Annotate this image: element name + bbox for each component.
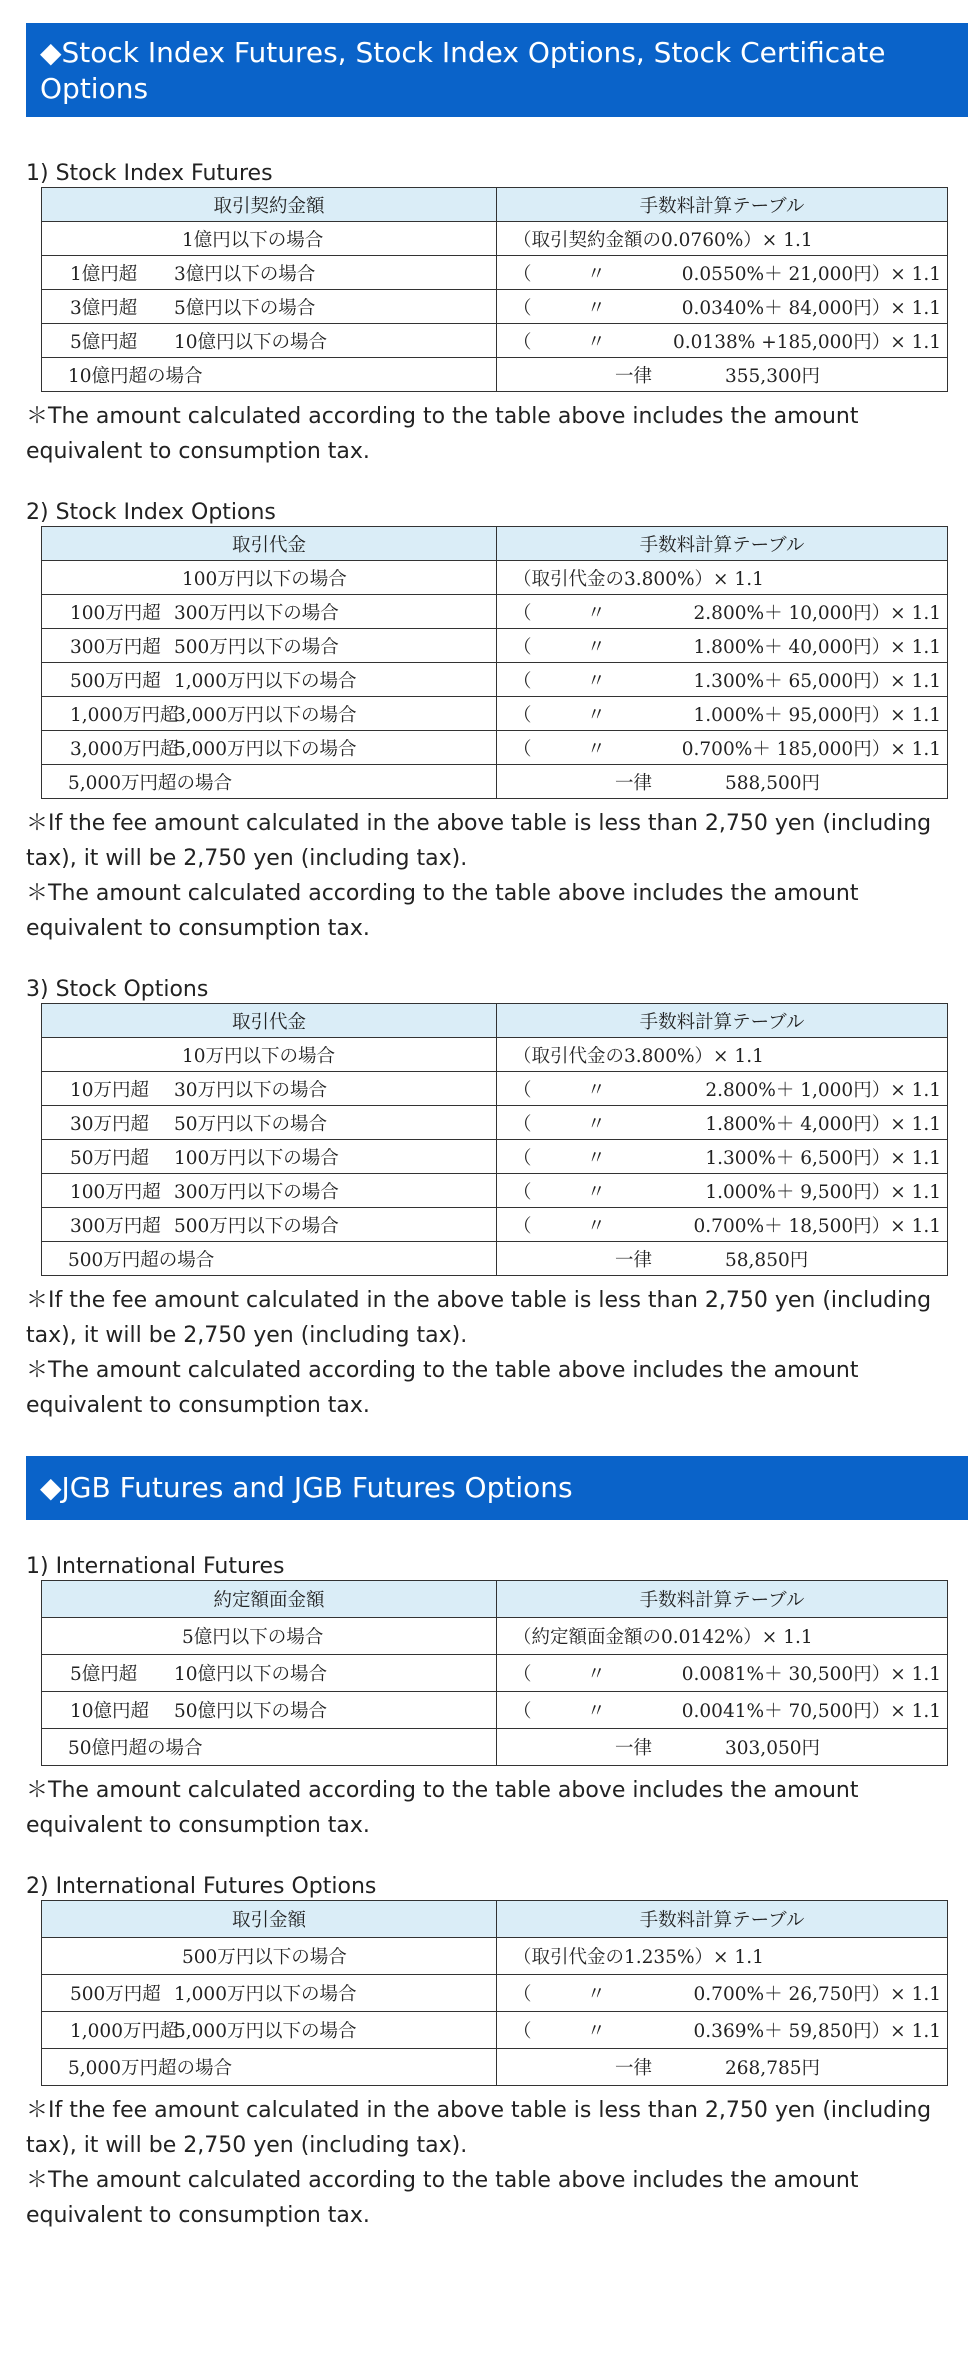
paren-open: （ (513, 738, 532, 760)
table-row (42, 358, 948, 392)
range-to: 300万円以下の場合 (174, 1181, 339, 1203)
range-cell (42, 358, 497, 392)
note-line: ＊If the fee amount calculated in the above table is less than 2,750 yen (including (26, 1288, 932, 1313)
paren-open: （ (513, 297, 532, 319)
range-to: 300万円以下の場合 (174, 602, 339, 624)
table-row (42, 1618, 948, 1655)
table-row (42, 629, 948, 663)
range-cell (42, 1242, 497, 1276)
range-from: 1,000万円超 (70, 2021, 179, 2042)
table-row (42, 1072, 948, 1106)
header-cell: 取引契約金額 (42, 188, 497, 222)
paren-open: （ (513, 1079, 532, 1101)
fee-rate: 0.0041%＋ 70,500円）× 1.1 (681, 1701, 941, 1722)
table-header-row (42, 1581, 948, 1618)
ditto-mark: 〃 (587, 1113, 606, 1135)
range-from: 50万円超 (70, 1147, 150, 1169)
fee-cell (497, 561, 948, 595)
section-title-line: Options (40, 71, 149, 105)
range-to: 30万円以下の場合 (174, 1079, 328, 1101)
fee-rate: 0.700%＋ 26,750円）× 1.1 (693, 1984, 941, 2005)
ditto-mark: 〃 (587, 263, 606, 285)
paren-open: （ (513, 1701, 532, 1722)
fee-cell (497, 1174, 948, 1208)
range-from: 1億円超 (70, 263, 138, 285)
fee-cell (497, 1140, 948, 1174)
fee-rate: 2.800%＋ 1,000円）× 1.1 (705, 1079, 941, 1101)
range-to: 1,000万円以下の場合 (174, 670, 357, 692)
range-cell (42, 731, 497, 765)
fee-cell (497, 1038, 948, 1072)
section-banner (26, 1456, 968, 1520)
range-over: 10億円超の場合 (68, 365, 203, 387)
note-line: equivalent to consumption tax. (26, 916, 370, 941)
table-row (42, 2012, 948, 2049)
range-to: 10億円以下の場合 (174, 1664, 328, 1685)
section-title-line: ◆Stock Index Futures, Stock Index Options, Stock Certificate (40, 35, 886, 69)
range-from: 5億円超 (70, 331, 138, 353)
flat-value: 303,050円 (725, 1738, 821, 1759)
paren-open: （ (513, 1181, 532, 1203)
paren-open: （ (513, 2021, 532, 2042)
range-upper: 500万円以下の場合 (182, 1947, 347, 1968)
paren-open: （ (513, 670, 532, 692)
flat-label: 一律 (615, 2058, 653, 2079)
page (0, 23, 968, 2360)
range-cell (42, 1038, 497, 1072)
fee-cell (497, 1072, 948, 1106)
fee-cell (497, 1106, 948, 1140)
range-to: 10億円以下の場合 (174, 331, 328, 353)
range-cell (42, 1106, 497, 1140)
range-to: 500万円以下の場合 (174, 1215, 339, 1237)
header-cell: 取引代金 (42, 1004, 497, 1038)
paren-open: （ (513, 602, 532, 624)
section-title: ◆JGB Futures and JGB Futures Options (40, 1471, 573, 1504)
fee-cell (497, 324, 948, 358)
ditto-mark: 〃 (587, 331, 606, 353)
range-to: 500万円以下の場合 (174, 636, 339, 658)
table-header-row (42, 1901, 948, 1938)
fee-cell (497, 2049, 948, 2086)
table-row (42, 1106, 948, 1140)
range-over: 5,000万円超の場合 (68, 772, 232, 794)
fee-cell (497, 1655, 948, 1692)
range-cell (42, 1174, 497, 1208)
range-upper: 100万円以下の場合 (182, 568, 347, 590)
ditto-mark: 〃 (587, 602, 606, 624)
table-row (42, 324, 948, 358)
range-cell (42, 324, 497, 358)
table-header-row (42, 527, 948, 561)
table-row (42, 1938, 948, 1975)
fee-rate: 1.300%＋ 6,500円）× 1.1 (705, 1147, 941, 1169)
note (26, 1283, 966, 1423)
paren-open: （ (513, 263, 532, 285)
note (26, 806, 966, 946)
note-line: equivalent to consumption tax. (26, 2203, 370, 2228)
note-line: tax), it will be 2,750 yen (including tax). (26, 1323, 468, 1348)
paren-open: （ (513, 704, 532, 726)
table-row (42, 1655, 948, 1692)
ditto-mark: 〃 (587, 704, 606, 726)
table-row (42, 1692, 948, 1729)
table-row (42, 561, 948, 595)
range-cell (42, 1975, 497, 2012)
fee-cell (497, 629, 948, 663)
note-line: tax), it will be 2,750 yen (including tax). (26, 846, 468, 871)
table-subtitle: 2) Stock Index Options (26, 500, 276, 525)
fee-cell (497, 1208, 948, 1242)
range-over: 5,000万円超の場合 (68, 2058, 232, 2079)
fee-rate: 0.700%＋ 18,500円）× 1.1 (693, 1215, 941, 1237)
paren-open: （ (513, 1984, 532, 2005)
ditto-mark: 〃 (587, 1079, 606, 1101)
header-cell: 手数料計算テーブル (497, 527, 948, 561)
range-over: 50億円超の場合 (68, 1738, 203, 1759)
table-header-row (42, 188, 948, 222)
header-cell: 手数料計算テーブル (497, 1901, 948, 1938)
fee-table (41, 1900, 948, 2086)
fee-cell (497, 1618, 948, 1655)
table-subtitle: 1) International Futures (26, 1554, 285, 1579)
table-row (42, 595, 948, 629)
fee-rate: 0.700%＋ 185,000円）× 1.1 (681, 738, 941, 760)
fee-cell (497, 2012, 948, 2049)
ditto-mark: 〃 (587, 636, 606, 658)
fee-rate: 2.800%＋ 10,000円）× 1.1 (693, 602, 941, 624)
fee-cell (497, 765, 948, 799)
range-from: 30万円超 (70, 1113, 150, 1135)
note (26, 1773, 966, 1843)
flat-label: 一律 (615, 772, 653, 794)
range-to: 100万円以下の場合 (174, 1147, 339, 1169)
fee-cell (497, 595, 948, 629)
note-line: ＊The amount calculated according to the table above includes the amount (26, 1358, 859, 1383)
fee-formula: （取引代金の3.800%）× 1.1 (513, 568, 764, 590)
paren-open: （ (513, 636, 532, 658)
fee-cell (497, 697, 948, 731)
ditto-mark: 〃 (587, 1215, 606, 1237)
note (26, 2093, 966, 2233)
range-from: 5億円超 (70, 1664, 138, 1685)
paren-open: （ (513, 1215, 532, 1237)
fee-rate: 1.300%＋ 65,000円）× 1.1 (693, 670, 941, 692)
note-line: ＊The amount calculated according to the table above includes the amount (26, 1778, 859, 1803)
range-to: 1,000万円以下の場合 (174, 1984, 357, 2005)
note-line: ＊The amount calculated according to the table above includes the amount (26, 881, 859, 906)
fee-formula: （取引代金の3.800%）× 1.1 (513, 1045, 764, 1067)
table-row (42, 663, 948, 697)
table-row (42, 1242, 948, 1276)
range-cell (42, 1140, 497, 1174)
paren-open: （ (513, 331, 532, 353)
range-from: 100万円超 (70, 1181, 161, 1203)
fee-rate: 1.000%＋ 95,000円）× 1.1 (693, 704, 941, 726)
table-row (42, 2049, 948, 2086)
fee-cell (497, 1692, 948, 1729)
note-line: equivalent to consumption tax. (26, 439, 370, 464)
flat-value: 268,785円 (725, 2058, 821, 2079)
range-cell (42, 2049, 497, 2086)
range-cell (42, 1938, 497, 1975)
table-row (42, 222, 948, 256)
flat-value: 588,500円 (725, 772, 821, 794)
ditto-mark: 〃 (587, 738, 606, 760)
note-line: ＊If the fee amount calculated in the above table is less than 2,750 yen (including (26, 2098, 932, 2123)
range-cell (42, 1692, 497, 1729)
fee-cell (497, 663, 948, 697)
table-row (42, 1208, 948, 1242)
fee-rate: 1.800%＋ 4,000円）× 1.1 (705, 1113, 941, 1135)
range-cell (42, 595, 497, 629)
range-from: 300万円超 (70, 1215, 161, 1237)
fee-rate: 1.000%＋ 9,500円）× 1.1 (705, 1181, 941, 1203)
table-row (42, 765, 948, 799)
range-to: 50億円以下の場合 (174, 1701, 328, 1722)
range-to: 3,000万円以下の場合 (174, 704, 357, 726)
fee-table (41, 1003, 948, 1276)
range-cell (42, 697, 497, 731)
note (26, 399, 966, 469)
table-row (42, 1038, 948, 1072)
range-upper: 10万円以下の場合 (182, 1045, 336, 1067)
fee-table (41, 526, 948, 799)
flat-label: 一律 (615, 365, 653, 387)
range-from: 100万円超 (70, 602, 161, 624)
table-row (42, 1975, 948, 2012)
range-cell (42, 1072, 497, 1106)
range-cell (42, 1729, 497, 1766)
range-to: 5,000万円以下の場合 (174, 738, 357, 760)
range-from: 500万円超 (70, 1984, 161, 2005)
header-cell: 手数料計算テーブル (497, 1004, 948, 1038)
fee-cell (497, 290, 948, 324)
fee-cell (497, 358, 948, 392)
table-row (42, 697, 948, 731)
range-to: 5億円以下の場合 (174, 297, 316, 319)
range-upper: 5億円以下の場合 (182, 1627, 324, 1648)
ditto-mark: 〃 (587, 1147, 606, 1169)
table-row (42, 1729, 948, 1766)
fee-cell (497, 731, 948, 765)
table-row (42, 1174, 948, 1208)
flat-label: 一律 (615, 1249, 653, 1271)
fee-cell (497, 1938, 948, 1975)
range-cell (42, 629, 497, 663)
ditto-mark: 〃 (587, 1664, 606, 1685)
range-from: 10億円超 (70, 1701, 150, 1722)
range-from: 3,000万円超 (70, 738, 179, 760)
ditto-mark: 〃 (587, 1984, 606, 2005)
range-from: 500万円超 (70, 670, 161, 692)
range-cell (42, 256, 497, 290)
range-to: 5,000万円以下の場合 (174, 2021, 357, 2042)
range-cell (42, 765, 497, 799)
range-to: 3億円以下の場合 (174, 263, 316, 285)
table-row (42, 290, 948, 324)
flat-label: 一律 (615, 1738, 653, 1759)
header-cell: 取引代金 (42, 527, 497, 561)
header-cell: 手数料計算テーブル (497, 1581, 948, 1618)
range-from: 10万円超 (70, 1079, 150, 1101)
header-cell: 約定額面金額 (42, 1581, 497, 1618)
range-cell (42, 1208, 497, 1242)
ditto-mark: 〃 (587, 1181, 606, 1203)
paren-open: （ (513, 1113, 532, 1135)
note-line: ＊The amount calculated according to the table above includes the amount (26, 2168, 859, 2193)
note-line: ＊The amount calculated according to the table above includes the amount (26, 404, 859, 429)
fee-rate: 0.0138% +185,000円）× 1.1 (673, 331, 941, 353)
table-header-row (42, 1004, 948, 1038)
paren-open: （ (513, 1664, 532, 1685)
table-subtitle: 1) Stock Index Futures (26, 161, 273, 186)
fee-table (41, 1580, 948, 1766)
flat-value: 355,300円 (725, 365, 821, 387)
range-from: 300万円超 (70, 636, 161, 658)
table-row (42, 1140, 948, 1174)
table-row (42, 256, 948, 290)
fee-cell (497, 1242, 948, 1276)
fee-cell (497, 1729, 948, 1766)
table-subtitle: 3) Stock Options (26, 977, 209, 1002)
fee-rate: 0.369%＋ 59,850円）× 1.1 (693, 2021, 941, 2042)
range-cell (42, 222, 497, 256)
ditto-mark: 〃 (587, 1701, 606, 1722)
note-line: equivalent to consumption tax. (26, 1813, 370, 1838)
fee-rate: 0.0550%＋ 21,000円）× 1.1 (681, 263, 941, 285)
range-cell (42, 1618, 497, 1655)
range-cell (42, 2012, 497, 2049)
section-banner (26, 23, 968, 117)
fee-formula: （取引契約金額の0.0760%）× 1.1 (513, 229, 813, 251)
fee-cell (497, 222, 948, 256)
fee-rate: 1.800%＋ 40,000円）× 1.1 (693, 636, 941, 658)
range-cell (42, 1655, 497, 1692)
range-to: 50万円以下の場合 (174, 1113, 328, 1135)
table-row (42, 731, 948, 765)
ditto-mark: 〃 (587, 2021, 606, 2042)
fee-cell (497, 256, 948, 290)
ditto-mark: 〃 (587, 297, 606, 319)
fee-formula: （取引代金の1.235%）× 1.1 (513, 1947, 764, 1968)
fee-table (41, 187, 948, 392)
fee-formula: （約定額面金額の0.0142%）× 1.1 (513, 1627, 813, 1648)
note-line: ＊If the fee amount calculated in the above table is less than 2,750 yen (including (26, 811, 932, 836)
table-subtitle: 2) International Futures Options (26, 1874, 377, 1899)
header-cell: 手数料計算テーブル (497, 188, 948, 222)
range-upper: 1億円以下の場合 (182, 229, 324, 251)
range-cell (42, 663, 497, 697)
note-line: equivalent to consumption tax. (26, 1393, 370, 1418)
note-line: tax), it will be 2,750 yen (including tax). (26, 2133, 468, 2158)
range-over: 500万円超の場合 (68, 1249, 215, 1271)
flat-value: 58,850円 (725, 1249, 809, 1271)
range-cell (42, 561, 497, 595)
fee-cell (497, 1975, 948, 2012)
range-cell (42, 290, 497, 324)
paren-open: （ (513, 1147, 532, 1169)
fee-rate: 0.0340%＋ 84,000円）× 1.1 (681, 297, 941, 319)
header-cell: 取引金額 (42, 1901, 497, 1938)
range-from: 3億円超 (70, 297, 138, 319)
fee-rate: 0.0081%＋ 30,500円）× 1.1 (681, 1664, 941, 1685)
range-from: 1,000万円超 (70, 704, 179, 726)
ditto-mark: 〃 (587, 670, 606, 692)
